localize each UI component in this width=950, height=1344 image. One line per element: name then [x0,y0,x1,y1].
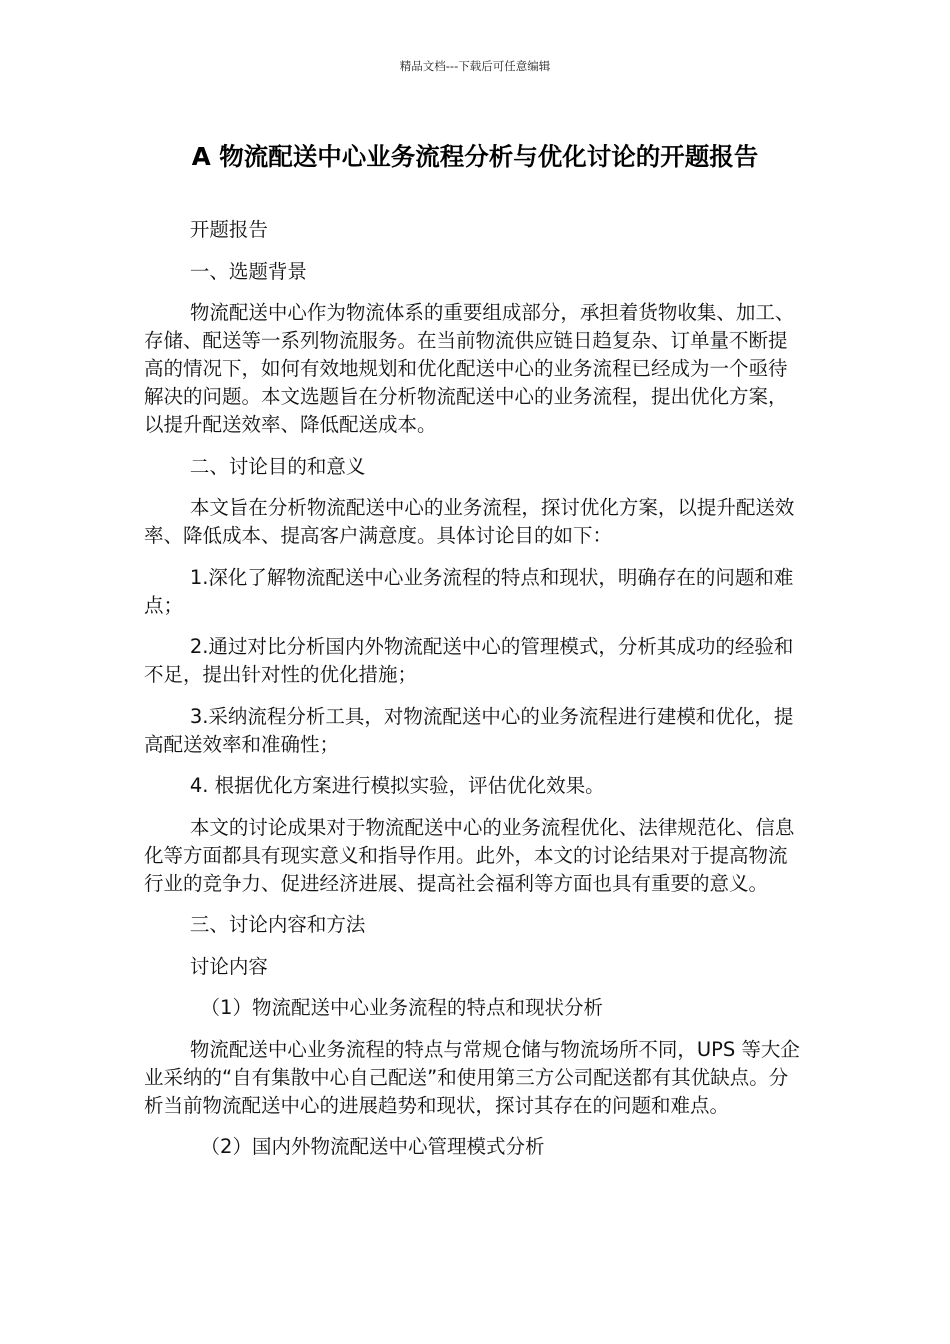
document-title: A 物流配送中心业务流程分析与优化讨论的开题报告 [191,142,759,171]
document-body [144,216,800,1175]
heading-report: 开题报告 [189,218,268,241]
paragraph-purpose: 本文旨在分析物流配送中心的业务流程，探讨优化方案，以提升配送效率、降低成本、提高客户满意度。具体讨论目的如下： [144,496,795,547]
paragraph-background: 物流配送中心作为物流体系的重要组成部分，承担着货物收集、加工、存储、配送等一系列物流服务。在当前物流供应链日趋复杂、订单量不断提高的情况下，如何有效地规划和优化配送中心的业务流程已经成为一个亟待解决的问题。本文选题旨在分析物流配送中心的业务流程，提出优化方案，以提升配送效率、降低配送成本。 [144,301,795,436]
section-heading-content-method: 三、讨论内容和方法 [189,913,366,936]
page-header-watermark: 精品文档---下载后可任意编辑 [399,59,551,73]
list-item-purpose-3: 3.采纳流程分析工具，对物流配送中心的业务流程进行建模和优化，提高配送效率和准确性； [144,704,794,756]
list-item-purpose-2: 2.通过对比分析国内外物流配送中心的管理模式，分析其成功的经验和不足，提出针对性的优化措施； [144,635,794,686]
subsection-heading-2: （2）国内外物流配送中心管理模式分析 [200,1135,545,1158]
paragraph-subsection-1: 物流配送中心业务流程的特点与常规仓储与物流场所不同，UPS 等大企业采纳的“自有集散中心自己配送”和使用第三方公司配送都有其优缺点。分析当前物流配送中心的进展趋势和现状，探讨其存在的问题和难点。 [144,1037,800,1117]
section-heading-background: 一、选题背景 [189,259,307,283]
list-item-purpose-4: 4. 根据优化方案进行模拟实验，评估优化效果。 [189,774,605,797]
subsection-heading-1: （1）物流配送中心业务流程的特点和现状分析 [200,996,603,1019]
list-item-purpose-1: 1.深化了解物流配送中心业务流程的特点和现状，明确存在的问题和难点； [144,565,794,617]
subheading-content: 讨论内容 [189,954,268,978]
paragraph-significance: 本文的讨论成果对于物流配送中心的业务流程优化、法律规范化、信息化等方面都具有现实意义和指导作用。此外，本文的讨论结果对于提高物流行业的竞争力、促进经济进展、提高社会福利等方面也具有重要的意义。 [144,815,795,895]
section-heading-purpose: 二、讨论目的和意义 [189,454,366,478]
